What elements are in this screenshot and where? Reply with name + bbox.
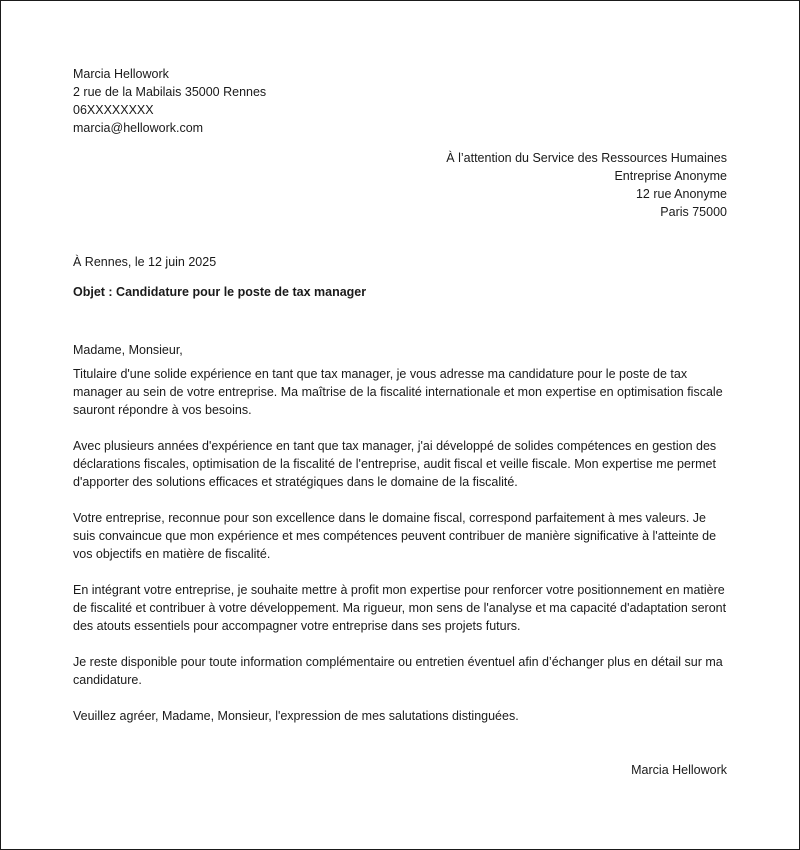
salutation: Madame, Monsieur, [73,343,183,357]
body-paragraph-1: Titulaire d'une solide expérience en tant que tax manager, je vous adresse ma candidature pour le poste de tax manager au sein de votre entreprise. Ma maîtrise de la fiscalité internationale et mon expertise en optimisation fiscale sauront répondre à vos besoins. [73,367,723,417]
recipient-city: Paris 75000 [660,205,727,219]
recipient-attention: À l’attention du Service des Ressources Humaines [446,151,727,165]
signature: Marcia Hellowork [631,763,727,777]
sender-block [73,65,727,137]
recipient-street: 12 rue Anonyme [635,187,727,201]
subject-line: Objet : Candidature pour le poste de tax manager [73,285,367,299]
sender-address: 2 rue de la Mabilais 35000 Rennes [73,85,267,99]
body-paragraph-5: Je reste disponible pour toute information complémentaire ou entretien éventuel afin d’échanger plus en détail sur ma candidature. [73,655,723,687]
sender-email: marcia@hellowork.com [73,121,204,135]
recipient-company: Entreprise Anonyme [614,169,727,183]
body-paragraph-4: En intégrant votre entreprise, je souhaite mettre à profit mon expertise pour renforcer votre positionnement en matière de fiscalité et contribuer à votre développement. Ma rigueur, mon sens de l'analyse et ma capacité d'adaptation seront des atouts essentiels pour accompagner votre entreprise dans ses projets futurs. [73,583,727,633]
sender-name: Marcia Hellowork [73,67,169,81]
body-paragraph-2: Avec plusieurs années d'expérience en tant que tax manager, j'ai développé de solides compétences en gestion des déclarations fiscales, optimisation de la fiscalité de l'entreprise, audit fiscal et veille fiscale. Mon expertise me permet d'apporter des solutions efficaces et stratégiques dans le domaine de la fiscalité. [73,439,717,489]
recipient-block [73,149,727,221]
body-paragraph-3: Votre entreprise, reconnue pour son excellence dans le domaine fiscal, correspond parfaitement à mes valeurs. Je suis convaincue que mon expérience et mes compétences peuvent contribuer de manière significative à l'atteinte de vos objectifs en matière de fiscalité. [73,511,717,561]
closing-formula: Veuillez agréer, Madame, Monsieur, l'expression de mes salutations distinguées. [73,709,519,723]
date-line: À Rennes, le 12 juin 2025 [73,255,217,269]
letter-body [73,365,727,689]
sender-phone: 06XXXXXXXX [73,103,154,117]
